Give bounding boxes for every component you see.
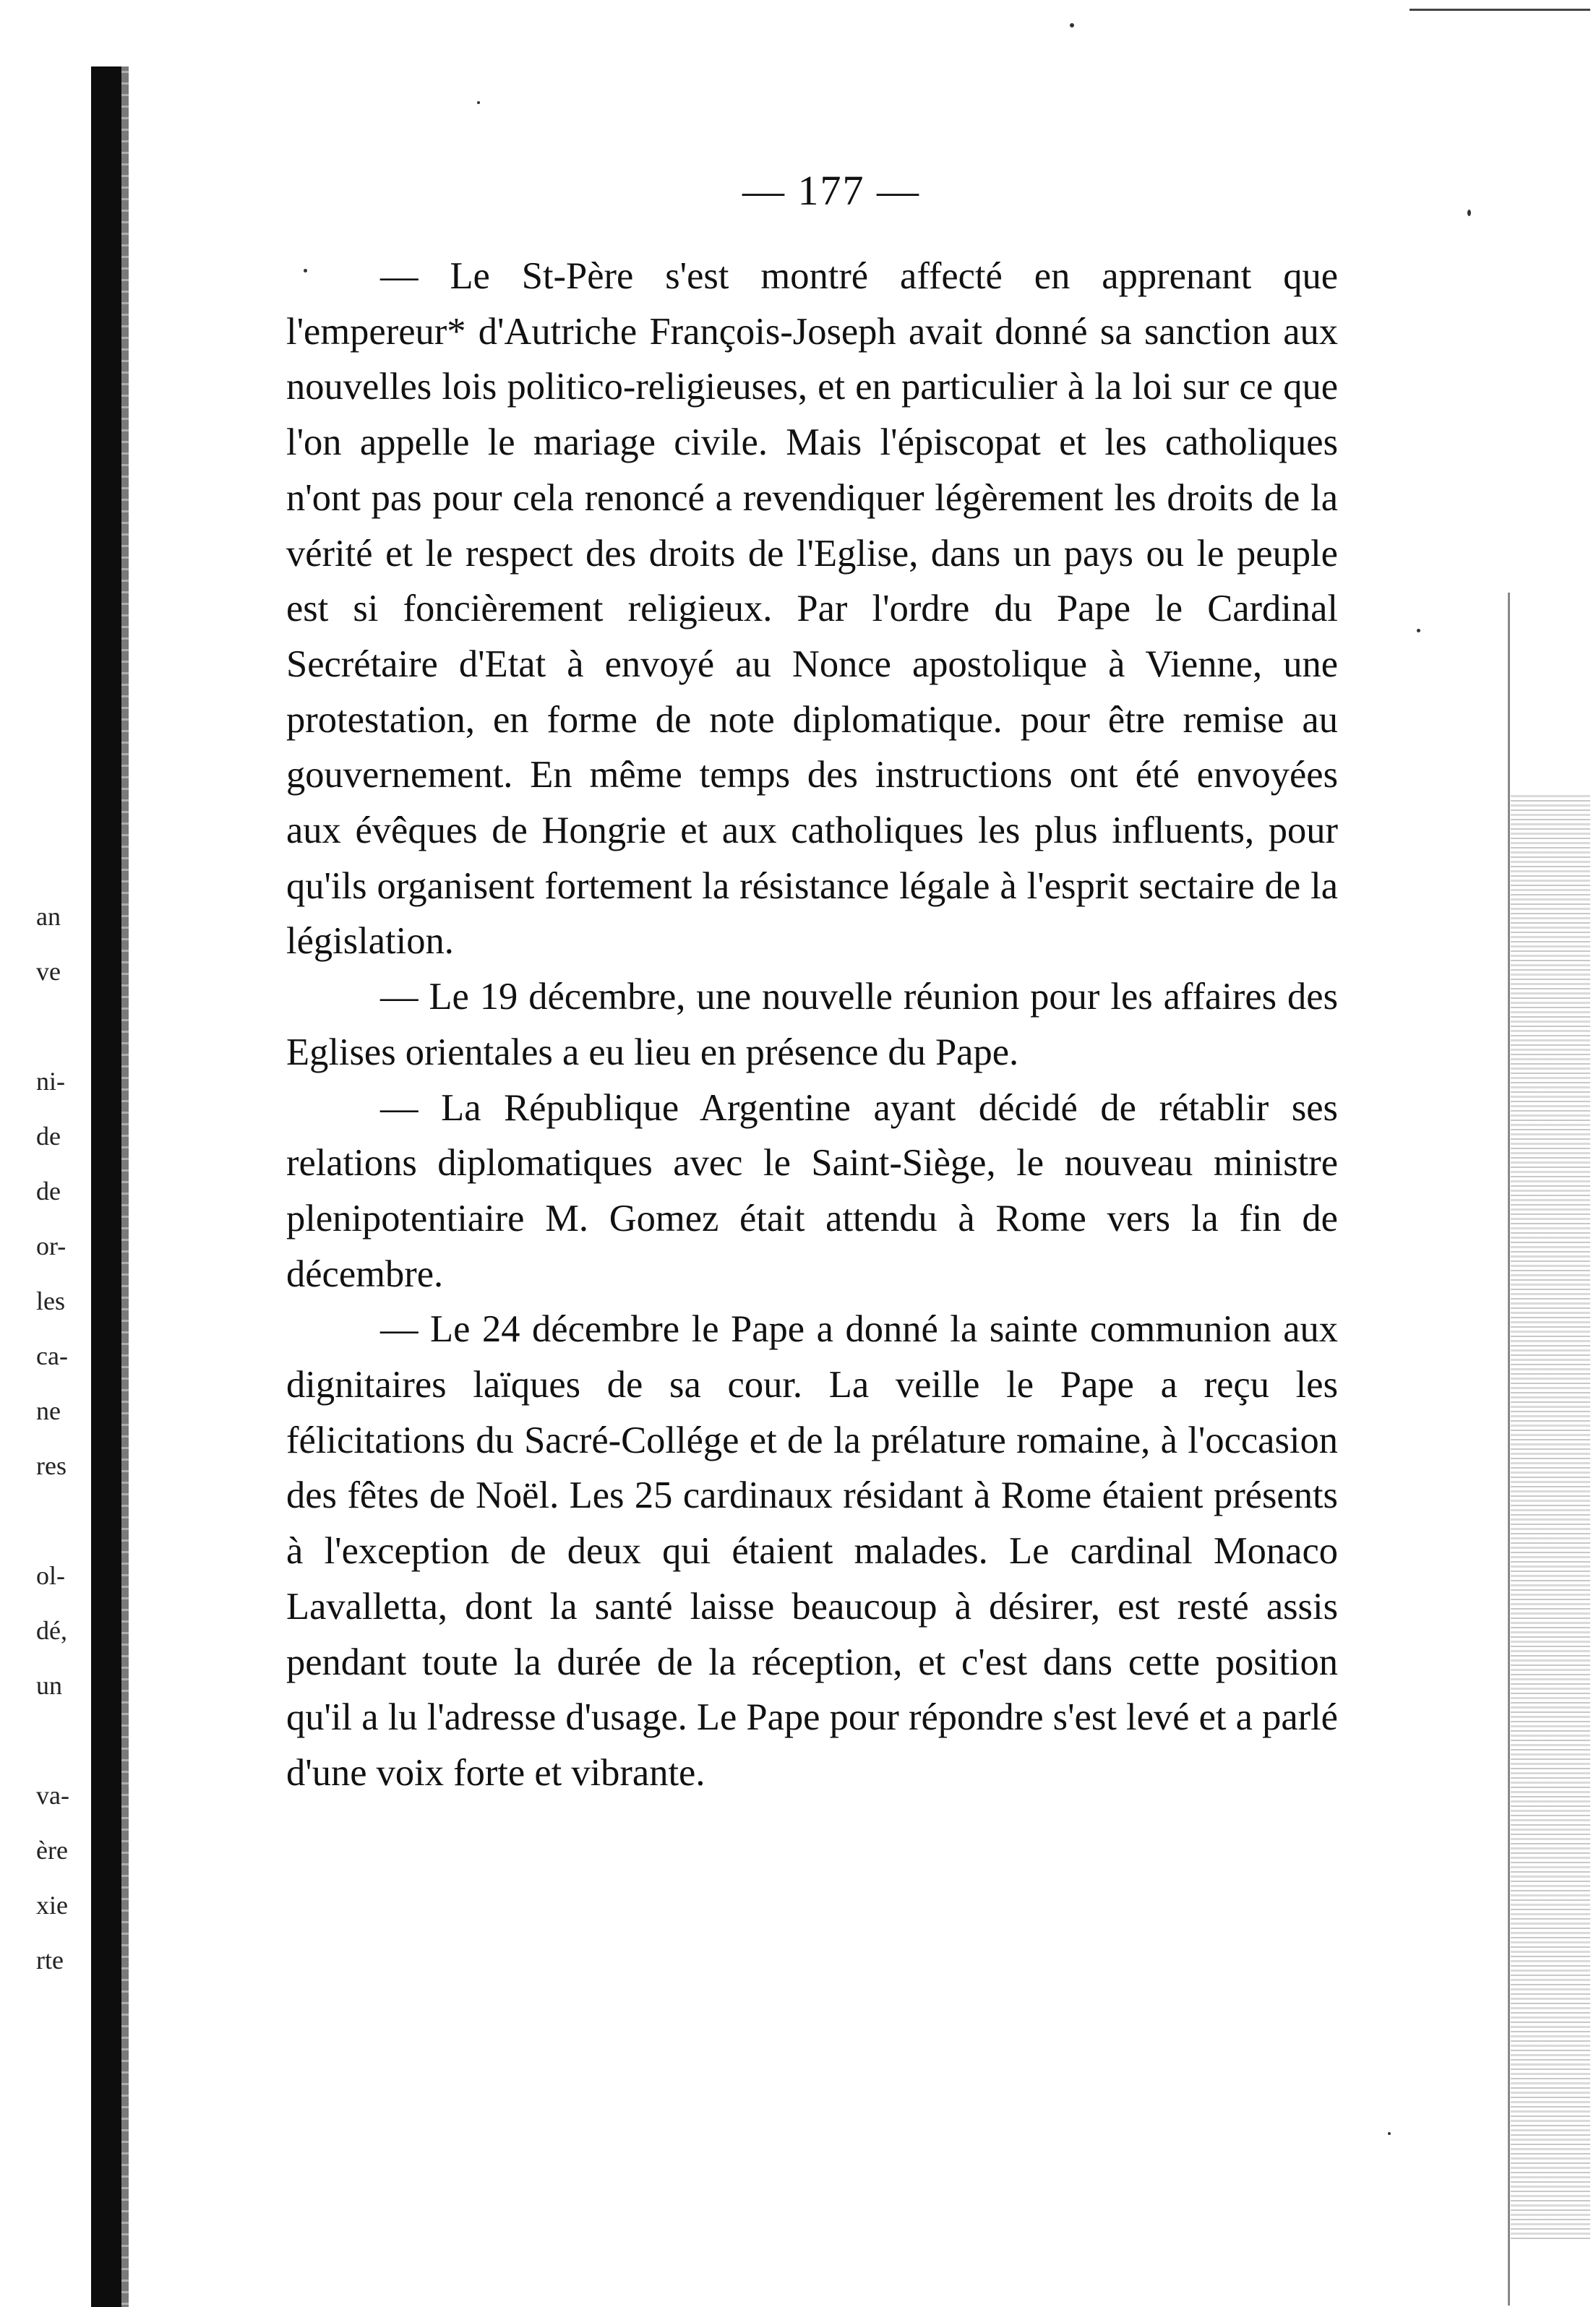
page-body bbox=[286, 249, 1338, 1801]
scan-speck bbox=[1417, 629, 1420, 632]
scan-speck bbox=[1070, 23, 1074, 27]
margin-fragment bbox=[36, 1713, 145, 1768]
margin-fragment: ve bbox=[36, 957, 61, 986]
scan-speck bbox=[1388, 2132, 1391, 2135]
margin-fragment: ni- bbox=[36, 1067, 65, 1096]
margin-fragment: an bbox=[36, 902, 61, 931]
margin-fragment: rte bbox=[36, 1946, 64, 1975]
page-number: — 177 — bbox=[742, 167, 920, 214]
margin-fragment: les bbox=[36, 1286, 65, 1315]
paragraph-austria-laws: — Le St-Père s'est montré affecté en apprenant que l'empereur* d'Autriche François-Joseph avait donné sa sanction aux nouvelles lois politico-religieuses, et en particulier à la loi sur ce que l'on appelle le mariage civile. Mais l'épiscopat et les catholiques n'ont pas pour cela renoncé a revendiquer légèrement les droits de la vérité et le respect des droits de l'Eglise, dans un pays ou le peuple est si foncièrement religieux. Par l'ordre du Pape le Cardinal Secrétaire d'Etat à envoyé au Nonce apostolique à Vienne, une protestation, en forme de note diplomatique. pour être remise au gouvernement. En même temps des instructions ont été envoyées aux évêques de Hongrie et aux catholiques les plus influents, pour qu'ils organisent fortement la résistance légale à l'esprit sectaire de la législation. bbox=[286, 255, 1338, 963]
scan-top-rule bbox=[1410, 9, 1590, 11]
margin-fragment bbox=[36, 1493, 145, 1548]
paragraph-argentine-republic: — La République Argentine ayant décidé de rétablir ses relations diplomatiques avec le Saint-Siège, le nouveau ministre plenipotentiaire M. Gomez était attendu à Rome vers la fin de décembre. bbox=[286, 1086, 1338, 1295]
margin-fragment: dé, bbox=[36, 1616, 67, 1645]
margin-fragment: res bbox=[36, 1451, 66, 1480]
margin-fragment: or- bbox=[36, 1232, 66, 1260]
margin-fragment: de bbox=[36, 1122, 61, 1151]
paragraph-eastern-churches: — Le 19 décembre, une nouvelle réunion pour les affaires des Eglises orientales a eu lieu en présence du Pape. bbox=[286, 976, 1338, 1073]
margin-fragment: xie bbox=[36, 1891, 68, 1920]
margin-fragment: ol- bbox=[36, 1561, 65, 1590]
margin-fragment bbox=[36, 999, 145, 1054]
scan-speck bbox=[1467, 210, 1471, 216]
margin-fragment: va- bbox=[36, 1781, 69, 1810]
margin-fragment: un bbox=[36, 1671, 62, 1700]
scan-right-edge-line bbox=[1508, 593, 1510, 2306]
scan-speck bbox=[477, 101, 480, 104]
paragraph-christmas-reception: — Le 24 décembre le Pape a donné la sainte communion aux dignitaires laïques de sa cour. La veille le Pape a reçu les félicitations du Sacré-Collége et de la prélature romaine, à l'occasion des fêtes de Noël. Les 25 cardinaux résidant à Rome étaient présents à l'exception de deux qui étaient malades. Le cardinal Monaco Lavalletta, dont la santé laisse beaucoup à désirer, est resté assis pendant toute la durée de la réception, et c'est dans cette position qu'il a lu l'adresse d'usage. Le Pape pour répondre s'est levé et a parlé d'une voix forte et vibrante. bbox=[286, 1308, 1338, 1794]
scan-right-edge-noise bbox=[1511, 795, 1590, 2241]
margin-fragment: ère bbox=[36, 1836, 68, 1865]
margin-fragment: ca- bbox=[36, 1341, 68, 1370]
margin-fragment: ne bbox=[36, 1396, 61, 1425]
adjacent-page-margin-text bbox=[36, 889, 145, 1988]
margin-fragment: de bbox=[36, 1177, 61, 1206]
